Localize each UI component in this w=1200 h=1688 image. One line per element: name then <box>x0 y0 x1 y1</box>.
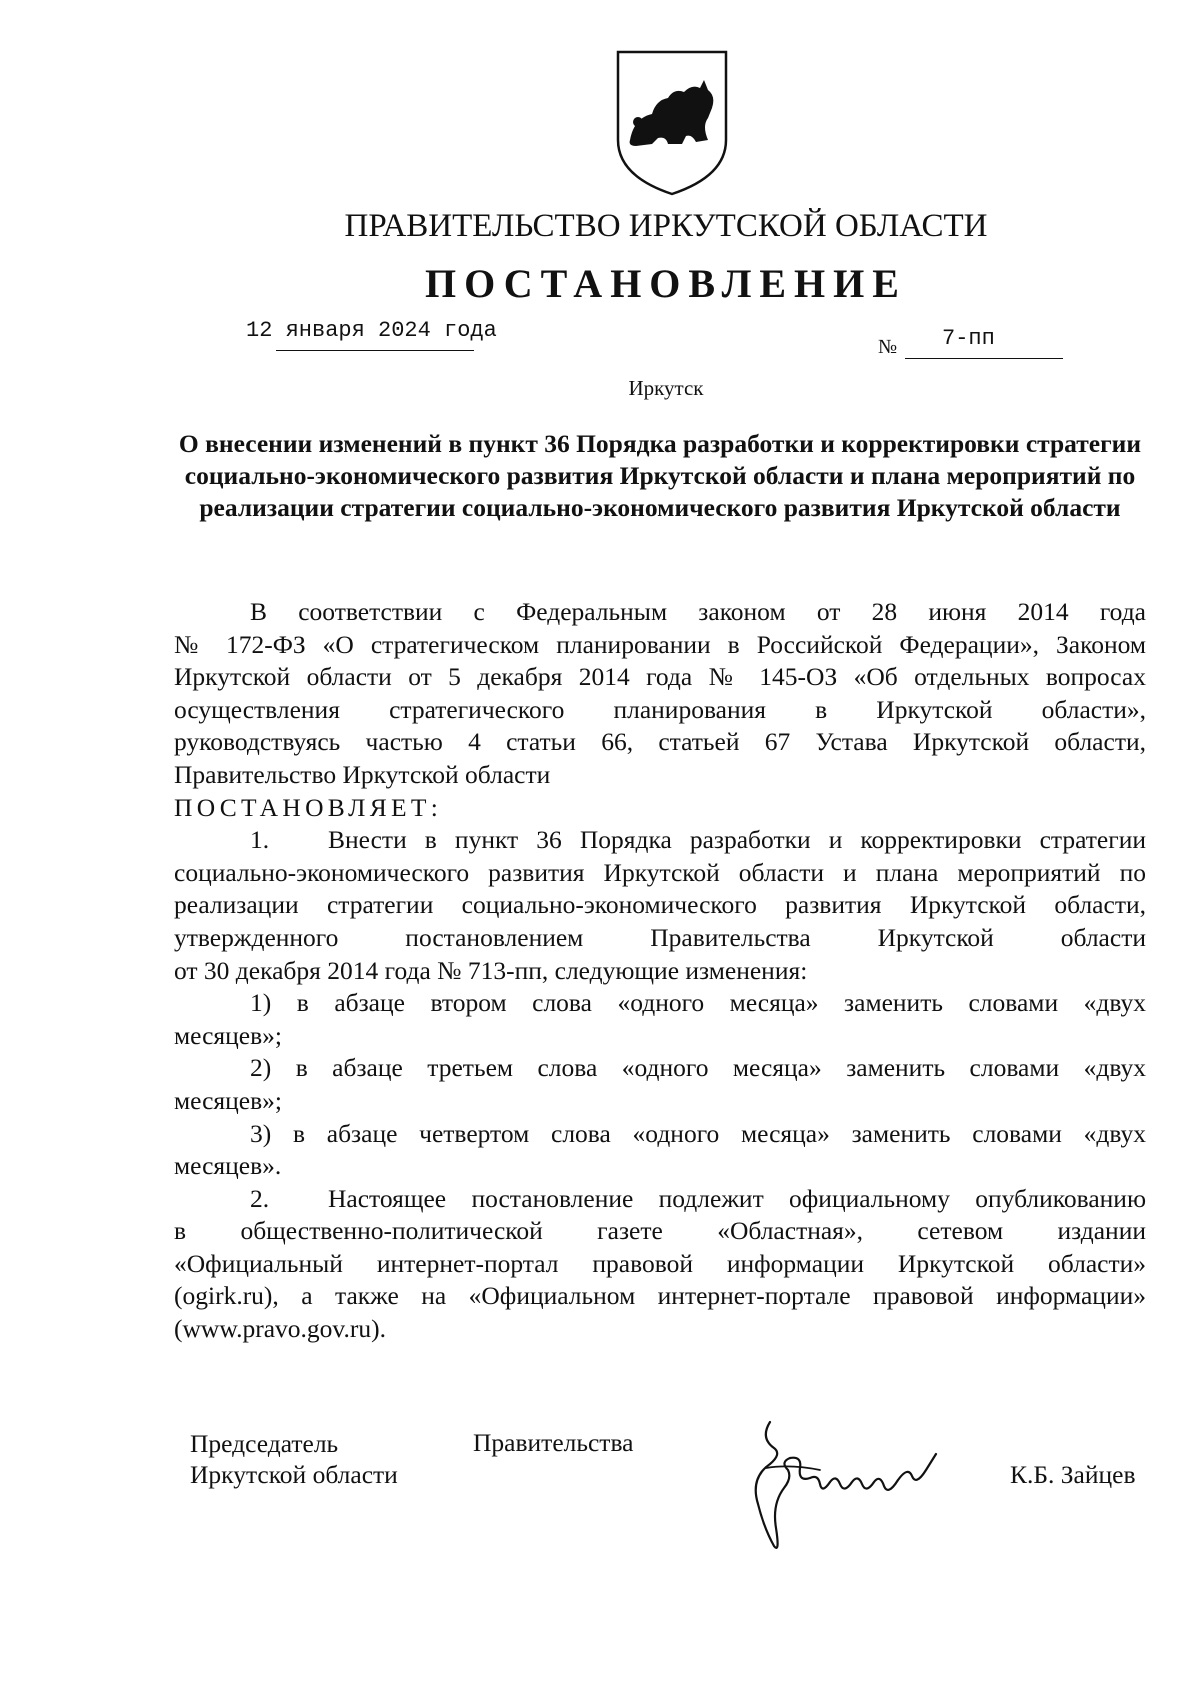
item-2-line: «Официальный интернет-портал правовой информации Иркутской области» <box>174 1248 1146 1278</box>
subitem-2-line: месяцев»; <box>174 1085 282 1115</box>
document-subject: О внесении изменений в пункт 36 Порядка разработки и корректировки стратегии социально-экономического развития Иркутской области и плана мероприятий по реализации стратегии социально-экономического развития Иркутской области <box>178 429 1142 522</box>
item-1-line: от 30 декабря 2014 года № 713-пп, следующие изменения: <box>174 955 808 985</box>
preamble-line: осуществления стратегического планирования в Иркутской области», <box>174 694 1146 724</box>
item-1-number: 1. <box>250 825 270 855</box>
signatory-name: К.Б. Зайцев <box>1010 1460 1136 1489</box>
signatory-title-government: Правительства <box>473 1428 634 1457</box>
item-2-line <box>174 1183 1146 1216</box>
subitem-1-line: 1) в абзаце втором слова «одного месяца» заменить словами «двух <box>250 988 1146 1018</box>
date-underline <box>276 350 474 351</box>
item-1-line: социально-экономического развития Иркутской области и плана мероприятий по <box>174 857 1146 887</box>
document-city: Иркутск <box>628 376 704 400</box>
signature-block <box>0 1420 1200 1600</box>
item-1-line: реализации стратегии социально-экономического развития Иркутской области, <box>174 890 1146 920</box>
signatory-title-chair: Председатель <box>190 1429 339 1458</box>
document-body <box>174 596 1146 1346</box>
government-title: ПРАВИТЕЛЬСТВО ИРКУТСКОЙ ОБЛАСТИ <box>344 208 988 244</box>
signatory-title-region: Иркутской области <box>190 1460 398 1489</box>
preamble-line: № 172-ФЗ «О стратегическом планировании в Российской Федерации», Законом <box>174 629 1146 659</box>
preamble-line: В соответствии с Федеральным законом от 28 июня 2014 года <box>250 597 1146 626</box>
document-number: 7-пп <box>942 326 995 351</box>
preamble-line: Правительство Иркутской области <box>174 759 551 789</box>
item-2-text: Настоящее постановление подлежит официальному опубликованию <box>328 1183 1146 1213</box>
document-date: 12 января 2024 года <box>246 318 497 343</box>
subitem-1-line: месяцев»; <box>174 1020 282 1050</box>
item-2-number: 2. <box>250 1183 270 1213</box>
document-type: ПОСТАНОВЛЕНИЕ <box>425 261 907 306</box>
preamble-line: Иркутской области от 5 декабря 2014 года № 145-ОЗ «Об отдельных вопросах <box>174 662 1146 692</box>
number-sign: № <box>878 336 898 358</box>
item-1-line: утвержденного постановлением Правительства Иркутской области <box>174 922 1146 952</box>
irkutsk-coat-of-arms-icon <box>612 48 732 198</box>
decree-word: ПОСТАНОВЛЯЕТ: <box>174 792 443 822</box>
number-underline <box>905 358 1063 359</box>
subitem-2-line: 2) в абзаце третьем слова «одного месяца» заменить словами «двух <box>250 1053 1146 1083</box>
item-1-line <box>174 824 1146 857</box>
item-2-line: в общественно-политической газете «Областная», сетевом издании <box>174 1216 1146 1246</box>
preamble-line: руководствуясь частью 4 статьи 66, статьей 67 Устава Иркутской области, <box>174 727 1146 757</box>
subitem-3-line: месяцев». <box>174 1151 282 1181</box>
item-2-line: (www.pravo.gov.ru). <box>174 1314 386 1344</box>
item-1-text: Внести в пункт 36 Порядка разработки и корректировки стратегии <box>328 825 1146 855</box>
handwritten-signature-icon <box>730 1408 960 1558</box>
item-2-line: (ogirk.ru), а также на «Официальном интернет-портале правовой информации» <box>174 1281 1146 1311</box>
subitem-3-line: 3) в абзаце четвертом слова «одного месяца» заменить словами «двух <box>250 1118 1146 1148</box>
